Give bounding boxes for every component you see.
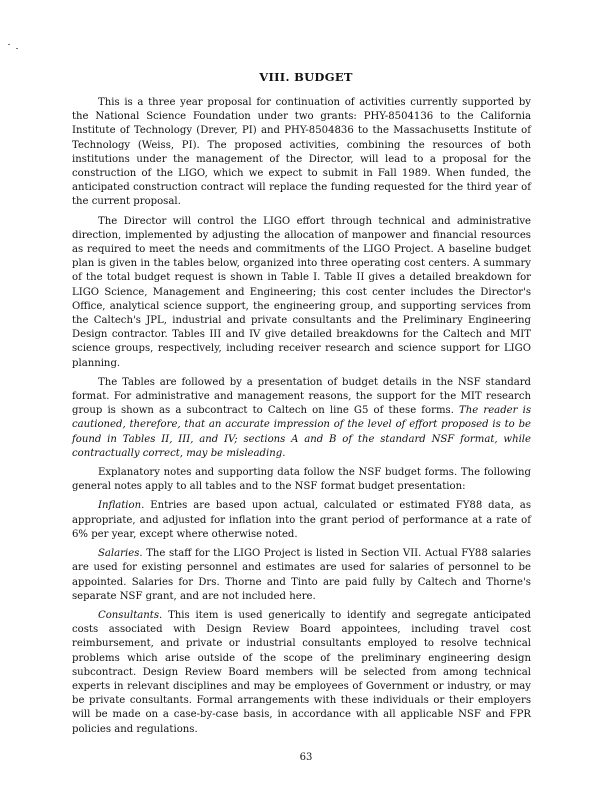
scan-speck — [16, 48, 18, 49]
run-in-label: Consultants. — [98, 609, 163, 621]
paragraph-text: Entries are based upon actual, calculated or estimated FY88 data, as appropriate, and adjusted for inflation into the grant period of performance at a rate of 6% per year, except where otherwise noted. — [72, 500, 531, 540]
run-in-label: Salaries. — [98, 548, 143, 560]
document-body — [72, 96, 531, 742]
paragraph-text: This item is used generically to identify and segregate anticipated costs associated with Design Review Board appointees, including travel cost reimbursement, and private or industrial consultants employed to resolve technical problems which arise outside of the scope of the preliminary engineering design subcontract. Design Review Board members will be selected from among technical experts in relevant disciplines and may be employees of Government or industry, or may be private consultants. Formal arrangements with these individuals or their employers will be made on a case-by-case basis, in accordance with all applicable NSF and FPR policies and regulations. — [72, 609, 531, 735]
paragraph-proposal-overview: This is a three year proposal for continuation of activities currently supported by the National Science Foundation under two grants: PHY-8504136 to the California Institute of Technology (Drever, PI) and PHY-8504836 to the Massachusetts Institute of Technology (Weiss, PI). The proposed activities, combining the resources of both institutions under the management of the Director, will lead to a proposal for the construction of the LIGO, which we expect to submit in Fall 1989. When funded, the anticipated construction contract will replace the funding requested for the third year of the current proposal. — [72, 97, 531, 208]
paragraph-salaries — [72, 547, 531, 604]
paragraph-explanatory-notes: Explanatory notes and supporting data follow the NSF budget forms. The following general notes apply to all tables and to the NSF format budget presentation: — [72, 467, 531, 493]
paragraph-inflation — [72, 499, 531, 542]
paragraph-nsf-format — [72, 376, 531, 461]
paragraph-director-control: The Director will control the LIGO effort through technical and administrative direction, implemented by adjusting the allocation of manpower and financial resources as required to meet the needs and commitments of the LIGO Project. A baseline budget plan is given in the tables below, organized into three operating cost centers. A summary of the total budget request is shown in Table I. Table II gives a detailed breakdown for LIGO Science, Management and Engineering; this cost center includes the Director's Office, analytical science support, the engineering group, and supporting services from the Caltech's JPL, industrial and private consultants and the Preliminary Engineering Design contractor. Tables III and IV give detailed breakdowns for the Caltech and MIT science groups, respectively, including receiver research and science support for LIGO planning. — [72, 215, 531, 369]
scan-speck — [8, 44, 10, 45]
caution-note: The reader is cautioned, therefore, that an accurate impression of the level of effort proposed is to be found in Tables II, III, and IV; sections A and B of the standard NSF format, while contractually correct, may be misleading. — [72, 405, 531, 459]
page-number: 63 — [299, 752, 313, 763]
paragraph-consultants — [72, 609, 531, 737]
run-in-label: Inflation. — [98, 500, 145, 512]
section-heading: VIII. BUDGET — [259, 70, 353, 84]
paragraph-text: The Tables are followed by a presentation of budget details in the NSF standard format. For administrative and management reasons, the support for the MIT research group is shown as a subcontract to Caltech on line G5 of these forms. — [72, 376, 531, 417]
paragraph-text: The staff for the LIGO Project is listed in Section VII. Actual FY88 salaries are used for existing personnel and estimates are used for salaries of personnel to be appointed. Salaries for Drs. Thorne and Tinto are paid fully by Caltech and Thorne's separate NSF grant, and are not included here. — [72, 548, 531, 602]
